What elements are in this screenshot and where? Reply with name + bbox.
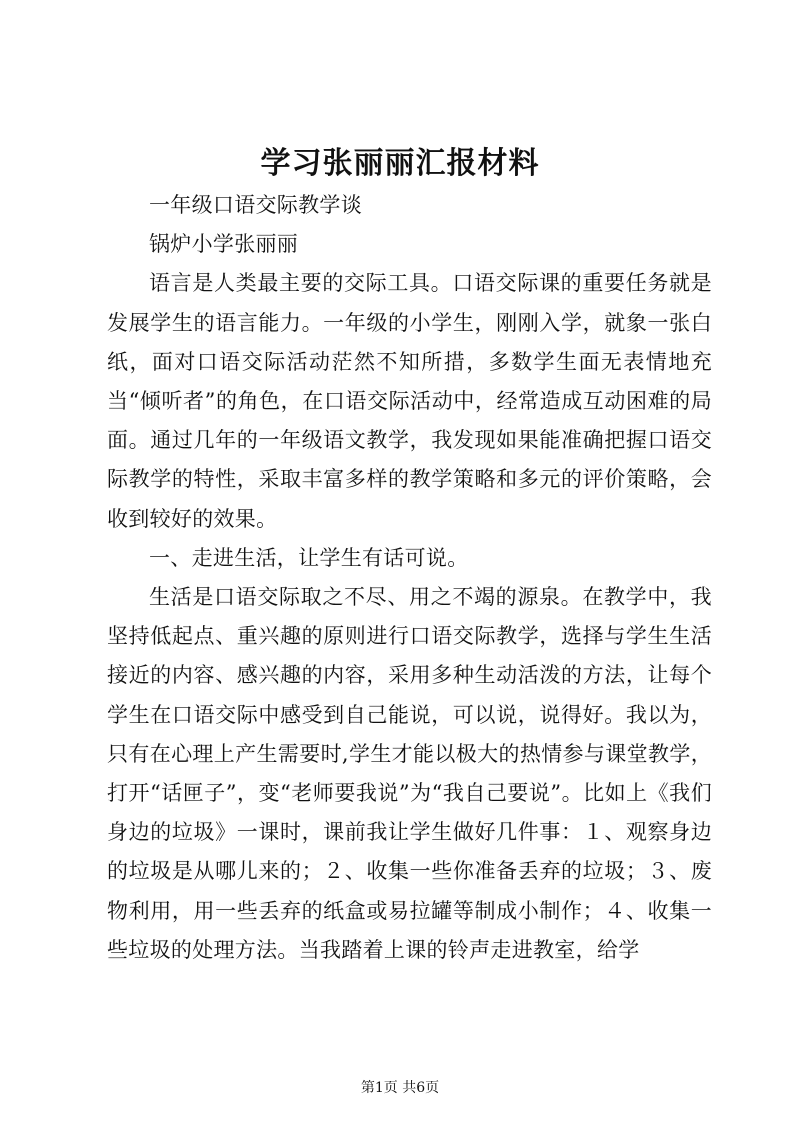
document-subtitle: 一年级口语交际教学谈 bbox=[149, 193, 362, 217]
document-author: 锅炉小学张丽丽 bbox=[149, 232, 299, 257]
paragraph-body: 生活是口语交际取之不尽、用之不竭的源泉。在教学中，我坚持低起点、重兴趣的原则进行口语交际教学，选择与学生生活接近的内容、感兴趣的内容，采用多种生动活泼的方法，让每个学生在口语交际中感受到自己能说，可以说，说得好。我以为，只有在心理上产生需要时,学生才能以极大的热情参与课堂教学，打开“话匣子”，变“老师要我说”为“我自己要说”。比如上《我们身边的垃圾》一课时，课前我让学生做好几件事：１、观察身边的垃圾是从哪儿来的；２、收集一些你准备丢弃的垃圾；３、废物利用，用一些丢弃的纸盒或易拉罐等制成小制作；４、收集一些垃圾的处理方法。当我踏着上课的铃声走进教室，给学 bbox=[107, 585, 712, 962]
page-footer: 第1页 共6页 bbox=[360, 1080, 440, 1096]
document-body bbox=[107, 186, 712, 970]
document-title: 学习张丽丽汇报材料 bbox=[260, 146, 540, 181]
section-heading: 一、走进生活，让学生有话可说。 bbox=[149, 545, 469, 570]
paragraph-intro: 语言是人类最主要的交际工具。口语交际课的重要任务就是发展学生的语言能力。一年级的小学生，刚刚入学，就象一张白纸，面对口语交际活动茫然不知所措，多数学生面无表情地充当“倾听者”的角色，在口语交际活动中，经常造成互动困难的局面。通过几年的一年级语文教学，我发现如果能准确把握口语交际教学的特性，采取丰富多样的教学策略和多元的评价策略，会收到较好的效果。 bbox=[107, 271, 712, 531]
